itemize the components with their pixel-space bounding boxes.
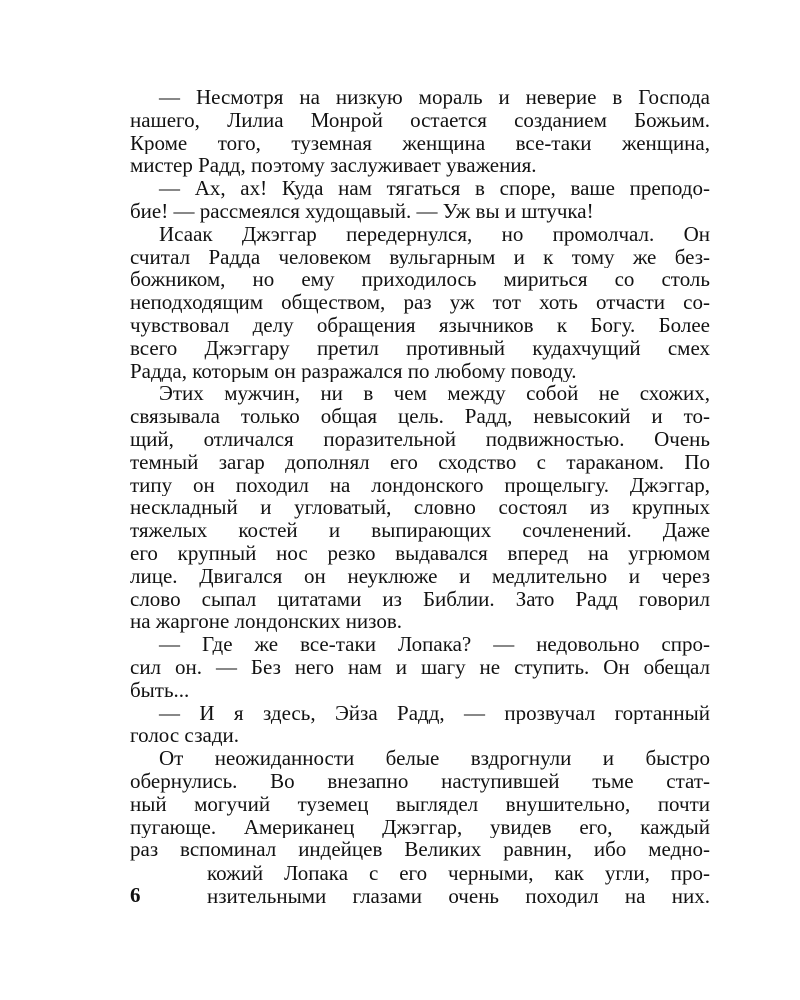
text-line: — И я здесь, Эйза Радд, — прозвучал гортанный (159, 701, 710, 725)
text-line: Кроме того, туземная женщина все-таки женщина, (130, 131, 710, 155)
text-line: нескладный и угловатый, словно состоял из крупных (130, 496, 710, 520)
text-line: на жаргоне лондонских низов. (130, 610, 403, 634)
text-line: божником, но ему приходилось мириться со столь (130, 268, 710, 292)
text-line: обернулись. Во внезапно наступившей тьме стат- (130, 769, 710, 793)
text-line: всего Джэггару претил противный кудахчущий смех (130, 336, 710, 360)
text-line: нашего, Лилиа Монрой остается созданием Божьим. (130, 108, 710, 132)
text-line: темный загар дополнял его сходство с тараканом. По (130, 450, 710, 474)
text-line: его крупный нос резко выдавался вперед на угрюмом (130, 541, 710, 565)
text-line: тяжелых костей и выпирающих сочленений. Даже (130, 519, 710, 542)
text-line: пугающе. Американец Джэггар, увидев его, каждый (130, 815, 710, 839)
text-line: Исаак Джэггар передернулся, но промолчал. Он (159, 222, 710, 246)
text-line: От неожиданности белые вздрогнули и быстро (159, 747, 710, 770)
text-line: кожий Лопака с его черными, как угли, про- (207, 862, 710, 885)
text-line: — Ах, ах! Куда нам тягаться в споре, ваше преподо- (159, 177, 710, 200)
text-line: лице. Двигался он неуклюже и медлительно и через (130, 564, 710, 588)
page-number: 6 (130, 883, 141, 907)
text-line: голос сзади. (130, 724, 240, 748)
page-tail-text (207, 862, 710, 908)
text-line: быть... (130, 678, 190, 702)
text-line: неподходящим обществом, раз уж тот хоть отчасти со- (130, 291, 710, 314)
text-line: ный могучий туземец выглядел внушительно, почти (130, 792, 710, 816)
text-line: слово сыпал цитатами из Библии. Зато Радд говорил (130, 587, 710, 611)
text-line: щий, отличался поразительной подвижностью. Очень (130, 427, 710, 451)
text-line: Радда, которым он разражался по любому поводу. (130, 359, 577, 383)
text-line: мистер Радд, поэтому заслуживает уважения. (130, 154, 537, 178)
text-line: считал Радда человеком вульгарным и к тому же без- (130, 245, 710, 269)
text-line: бие! — рассмеялся худощавый. — Уж вы и штучка! (130, 199, 594, 223)
text-line: типу он походил на лондонского прощелыгу. Джэггар, (130, 473, 710, 497)
text-line: связывала только общая цель. Радд, невысокий и то- (130, 405, 710, 428)
text-line: — Несмотря на низкую мораль и неверие в Господа (159, 86, 710, 109)
text-line: сил он. — Без него нам и шагу не ступить. Он обещал (130, 655, 710, 679)
text-line: нзительными глазами очень походил на них. (207, 884, 710, 908)
text-line: чувствовал делу обращения язычников к Богу. Более (130, 313, 710, 337)
page-body-text (130, 86, 710, 861)
text-line: Этих мужчин, ни в чем между собой не схожих, (159, 382, 710, 406)
text-line: раз вспоминал индейцев Великих равнин, ибо медно- (130, 838, 710, 862)
text-line: — Где же все-таки Лопака? — недовольно спро- (159, 633, 710, 656)
